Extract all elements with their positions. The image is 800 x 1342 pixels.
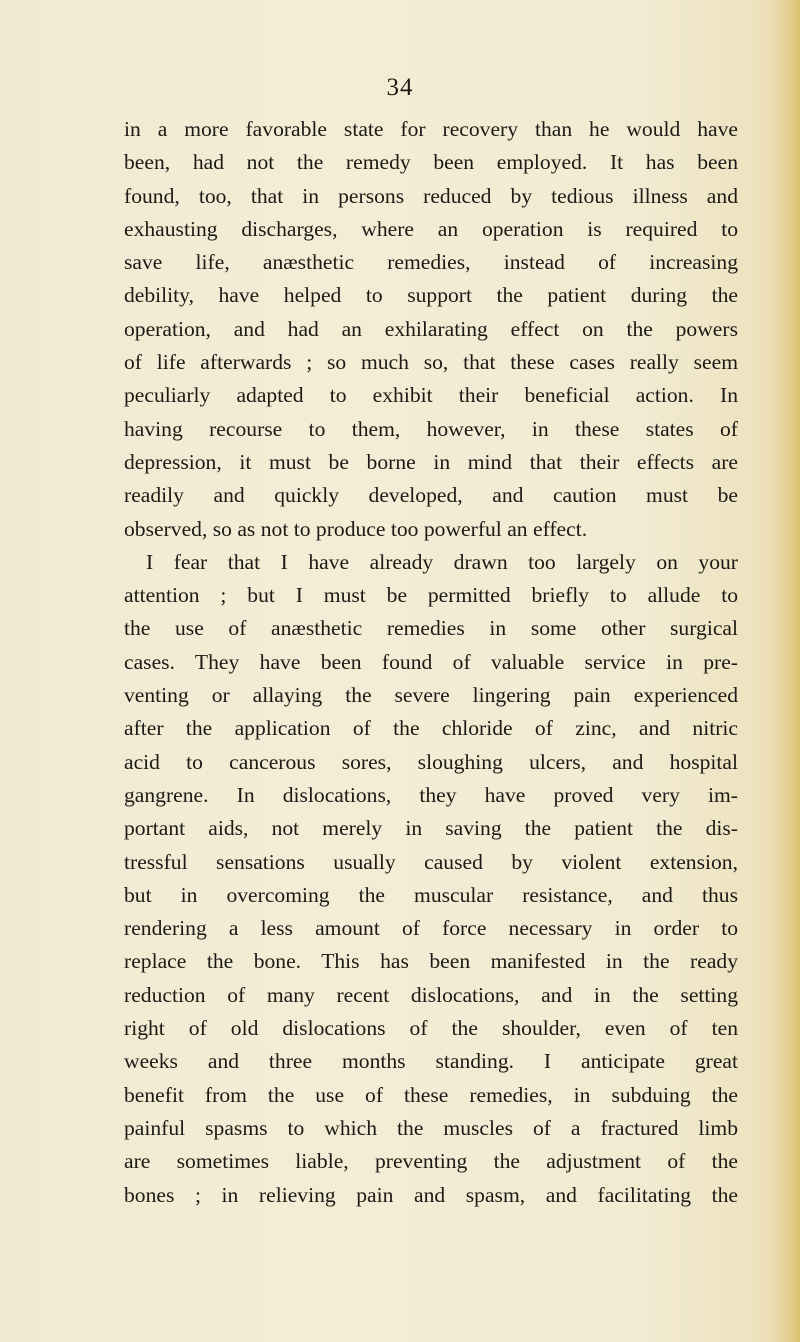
text-line: of life afterwards ; so much so, that these cases really seem — [124, 350, 738, 375]
text-line: peculiarly adapted to exhibit their beneficial action. In — [124, 383, 738, 408]
text-line: painful spasms to which the muscles of a fractured limb — [124, 1115, 738, 1140]
text-line: venting or allaying the severe lingering pain experienced — [124, 683, 738, 708]
text-line: attention ; but I must be permitted briefly to allude to — [124, 583, 738, 608]
text-line: after the application of the chloride of zinc, and nitric — [124, 716, 738, 741]
text-line: in a more favorable state for recovery than he would have — [124, 117, 738, 141]
text-line: reduction of many recent dislocations, and in the setting — [124, 982, 738, 1007]
text-line: the use of anæsthetic remedies in some other surgical — [124, 616, 738, 641]
text-line: observed, so as not to produce too powerful an effect. — [124, 516, 588, 541]
text-line: depression, it must be borne in mind that their effects are — [124, 449, 738, 474]
text-line: portant aids, not merely in saving the patient the dis- — [124, 816, 738, 841]
text-line: right of old dislocations of the shoulder, even of ten — [124, 1016, 738, 1041]
text-line: weeks and three months standing. I anticipate great — [124, 1049, 738, 1074]
text-line: benefit from the use of these remedies, in subduing the — [124, 1082, 738, 1107]
text-line: having recourse to them, however, in these states of — [124, 416, 738, 441]
text-line: are sometimes liable, preventing the adjustment of the — [124, 1149, 738, 1174]
text-line: rendering a less amount of force necessary in order to — [124, 916, 738, 941]
page-edge-shading — [774, 0, 800, 1342]
text-line: debility, have helped to support the patient during the — [124, 283, 738, 308]
page-number: 34 — [386, 74, 414, 101]
text-line: found, too, that in persons reduced by tedious illness and — [124, 183, 738, 208]
text-line: cases. They have been found of valuable service in pre- — [124, 649, 738, 674]
text-line: operation, and had an exhilarating effect on the powers — [124, 316, 738, 341]
text-line: gangrene. In dislocations, they have proved very im- — [124, 782, 738, 807]
text-line: readily and quickly developed, and caution must be — [124, 483, 738, 508]
text-line: bones ; in relieving pain and spasm, and facilitating the — [124, 1182, 738, 1207]
text-line: I fear that I have already drawn too largely on your — [146, 549, 738, 574]
text-line: replace the bone. This has been manifested in the ready — [124, 949, 738, 974]
text-line: acid to cancerous sores, sloughing ulcers, and hospital — [124, 749, 738, 774]
text-line: save life, anæsthetic remedies, instead of increasing — [124, 250, 738, 275]
text-line: been, had not the remedy been employed. It has been — [124, 150, 738, 175]
text-line: tressful sensations usually caused by violent extension, — [124, 849, 738, 874]
text-line: exhausting discharges, where an operation is required to — [124, 216, 738, 241]
text-line: but in overcoming the muscular resistance, and thus — [124, 882, 738, 907]
body-text — [124, 113, 738, 1212]
